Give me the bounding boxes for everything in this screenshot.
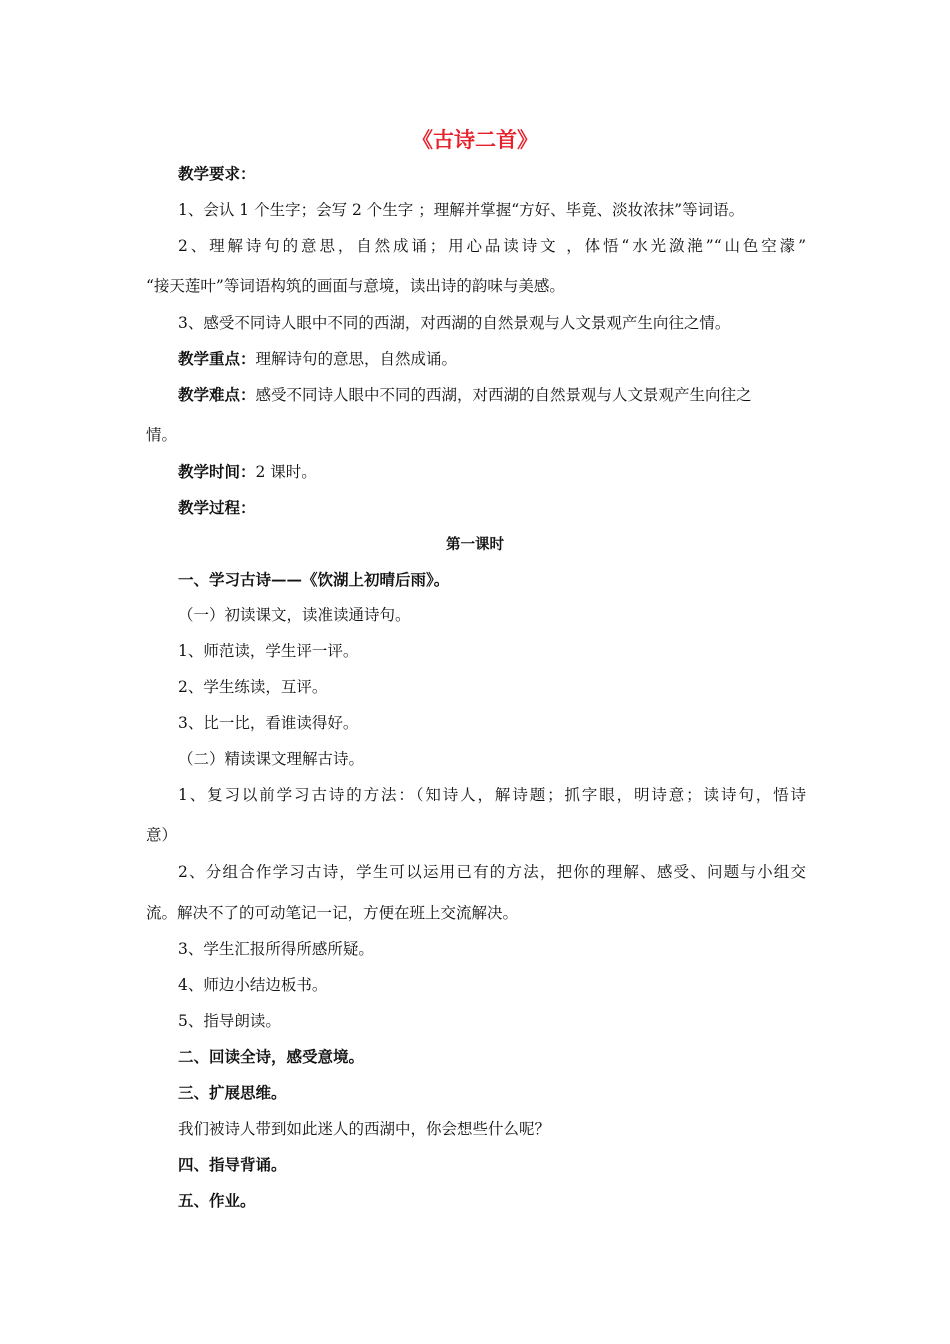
section-1-sub-a-item-1: 1、师范读，学生评一评。 [178,642,359,660]
teaching-time-label: 教学时间： [178,462,256,481]
section-1-sub-b-item-1-line-2: 意） [146,826,178,844]
requirement-2-line-2: “接天莲叶”等词语构筑的画面与意境，读出诗的韵味与美感。 [146,277,565,295]
section-3-text: 我们被诗人带到如此迷人的西湖中，你会想些什么呢？ [178,1120,551,1138]
section-1-sub-b-item-2-line-1: 2、分组合作学习古诗，学生可以运用已有的方法，把你的理解、感受、问题与小组交 [178,863,806,881]
requirement-3: 3、感受不同诗人眼中不同的西湖，对西湖的自然景观与人文景观产生向往之情。 [178,314,731,332]
section-1-sub-a: （一）初读课文，读准读通诗句。 [178,606,411,624]
teaching-focus-text: 理解诗句的意思，自然成诵。 [255,350,458,368]
requirement-1: 1、会认 1 个生字；会写 2 个生字 ；理解并掌握“方好、毕竟、淡妆浓抹”等词语。 [178,201,745,219]
requirement-2-line-1: 2、理解诗句的意思，自然成诵；用心品读诗文 ，体悟“水光潋滟”“山色空濛” [178,237,806,255]
section-1-sub-b: （二）精读课文理解古诗。 [178,750,365,768]
teaching-requirements-label: 教学要求： [178,164,256,183]
section-5-title: 五、作业。 [178,1191,256,1210]
section-1-sub-b-item-2-line-2: 流。解决不了的可动笔记一记，方便在班上交流解决。 [146,904,519,922]
section-1-sub-b-item-3: 3、学生汇报所得所感所疑。 [178,940,374,958]
section-1-sub-b-item-1-line-1: 1、复习以前学习古诗的方法：（知诗人，解诗题；抓字眼，明诗意；读诗句，悟诗 [178,786,806,804]
lesson-heading: 第一课时 [446,536,504,553]
section-1-sub-a-item-3: 3、比一比，看谁读得好。 [178,714,359,732]
teaching-difficulty-text: 感受不同诗人眼中不同的西湖，对西湖的自然景观与人文景观产生向往之 [255,386,752,404]
teaching-time [178,462,317,482]
section-1-title: 一、学习古诗——《饮湖上初晴后雨》。 [178,570,450,589]
teaching-focus-label: 教学重点： [178,349,256,368]
teaching-difficulty-continued: 情。 [146,426,178,444]
teaching-difficulty [178,385,752,405]
teaching-time-text: 2 课时。 [255,463,317,481]
section-1-sub-b-item-4: 4、师边小结边板书。 [178,976,328,994]
teaching-difficulty-label: 教学难点： [178,385,256,404]
teaching-focus [178,349,457,369]
section-3-title: 三、扩展思维。 [178,1083,287,1102]
section-1-sub-a-item-2: 2、学生练读，互评。 [178,678,328,696]
section-2-title: 二、回读全诗，感受意境。 [178,1047,365,1066]
document-title: 《古诗二首》 [412,127,538,152]
section-1-sub-b-item-5: 5、指导朗读。 [178,1012,281,1030]
teaching-process-label: 教学过程： [178,498,256,517]
section-4-title: 四、指导背诵。 [178,1155,287,1174]
